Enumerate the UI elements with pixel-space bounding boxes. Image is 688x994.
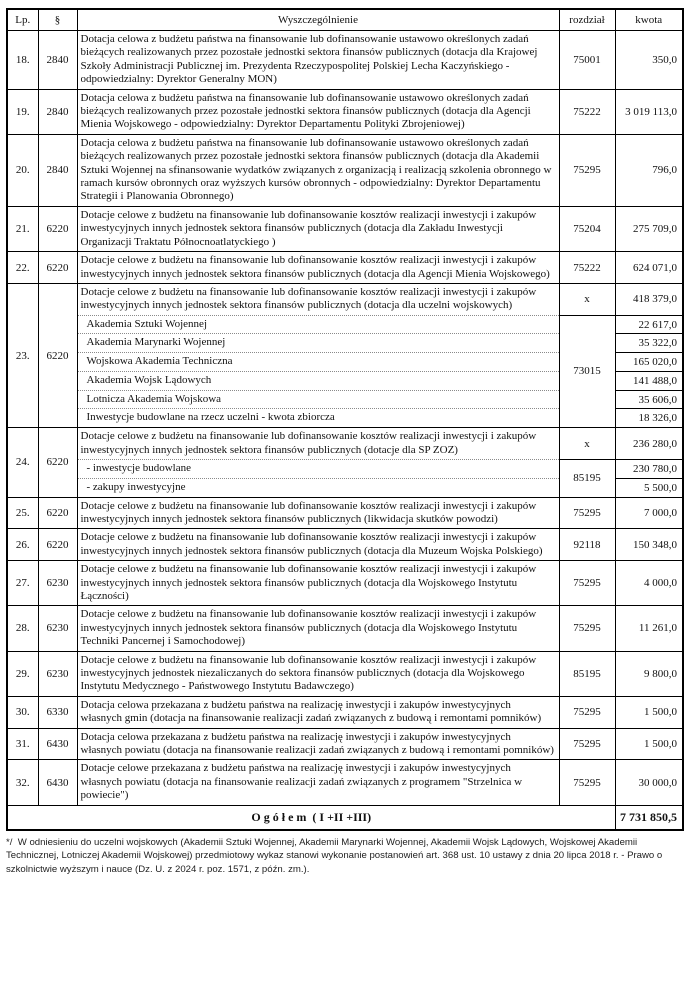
subrow-kwota: 141 488,0: [615, 371, 683, 390]
row-32: [7, 760, 683, 805]
row-rozdzial: 75295: [559, 561, 615, 606]
row-paragraph: 6230: [38, 561, 77, 606]
row-lp: 32.: [7, 760, 38, 805]
row-kwota: 796,0: [615, 134, 683, 206]
row-lp: 26.: [7, 529, 38, 561]
row-rozdzial: 92118: [559, 529, 615, 561]
row-kwota: 4 000,0: [615, 561, 683, 606]
row-kwota: 3 019 113,0: [615, 89, 683, 134]
row-lp: 22.: [7, 252, 38, 284]
subrow-rozdzial: 85195: [559, 460, 615, 498]
row-description: Dotacja celowa z budżetu państwa na finansowanie lub dofinansowanie ustawowo określonych zadań bieżących realizowanych przez pozostałe jednostki sektora finansów publicznych (dotacja dla Agencji Mienia Wojskowego - odpowiedzialny: Dyrektor Departamentu Polityki Zbrojeniowej): [77, 89, 559, 134]
row-lp: 29.: [7, 651, 38, 696]
row-18: [7, 31, 683, 90]
row-paragraph: 6220: [38, 428, 77, 497]
row-paragraph: 6220: [38, 529, 77, 561]
row-24: [7, 428, 683, 460]
row-description: Dotacja celowa z budżetu państwa na finansowanie lub dofinansowanie ustawowo określonych zadań bieżących realizowanych przez pozostałe jednostki sektora finansów publicznych (dotacja dla Akademii Sztuki Wojennej na sfinansowanie wydatków związanych z organizacją i realizacją szkolenia obronnego w ramach kursów obronnych oraz wyższych kursów obronnych - odpowiedzialny: Dyrektor Departamentu Strategii i Planowania Obronnego): [77, 134, 559, 206]
row-rozdzial: 75295: [559, 134, 615, 206]
row-paragraph: 2840: [38, 89, 77, 134]
row-lp: 31.: [7, 728, 38, 760]
row-kwota: 150 348,0: [615, 529, 683, 561]
row-kwota: 624 071,0: [615, 252, 683, 284]
row-paragraph: 6230: [38, 651, 77, 696]
row-rozdzial: 75295: [559, 760, 615, 805]
grand-total-kwota: 7 731 850,5: [615, 805, 683, 830]
col-header-wyszczegolnienie: Wyszczególnienie: [77, 9, 559, 31]
row-lp: 28.: [7, 606, 38, 651]
row-lp: 24.: [7, 428, 38, 497]
row-paragraph: 6430: [38, 760, 77, 805]
row-description: Dotacje celowe z budżetu na finansowanie lub dofinansowanie kosztów realizacji inwestycji i zakupów inwestycyjnych innych jednostek sektora finansów publicznych (dotacja dla Wojskowego Instytutu Łączności): [77, 561, 559, 606]
row-24-sub-1: [7, 460, 683, 479]
row-lp: 23.: [7, 283, 38, 427]
subrow-kwota: 22 617,0: [615, 315, 683, 334]
row-22: [7, 252, 683, 284]
row-rozdzial: 75295: [559, 728, 615, 760]
subrow-kwota: 35 606,0: [615, 390, 683, 409]
budget-table: [6, 8, 684, 831]
row-rozdzial: 75295: [559, 606, 615, 651]
row-kwota: 11 261,0: [615, 606, 683, 651]
row-description: Dotacja celowa z budżetu państwa na finansowanie lub dofinansowanie ustawowo określonych zadań bieżących realizowanych przez pozostałe jednostki sektora finansów publicznych (dotacja dla Krajowej Szkoły Administracji Publicznej im. Prezydenta Rzeczypospolitej Polskiej Lecha Kaczyńskiego - odpowiedzialny: Dyrektor Generalny MON): [77, 31, 559, 90]
row-description: Dotacja celowa przekazana z budżetu państwa na realizację inwestycji i zakupów inwestycyjnych własnych gmin (dotacja na finansowanie realizacji zadań związanych z budową i remontami pomników): [77, 696, 559, 728]
row-description: Dotacje celowe z budżetu na finansowanie lub dofinansowanie kosztów realizacji inwestycji i zakupów inwestycyjnych innych jednostek sektora finansów publicznych (likwidacja skutków powodzi): [77, 497, 559, 529]
row-19: [7, 89, 683, 134]
row-rozdzial: 75204: [559, 206, 615, 251]
row-kwota: 350,0: [615, 31, 683, 90]
row-kwota: 9 800,0: [615, 651, 683, 696]
row-kwota: 30 000,0: [615, 760, 683, 805]
subrow-kwota: 165 020,0: [615, 353, 683, 372]
row-21: [7, 206, 683, 251]
row-paragraph: 2840: [38, 31, 77, 90]
row-kwota-total: 418 379,0: [615, 283, 683, 315]
row-26: [7, 529, 683, 561]
row-lp: 21.: [7, 206, 38, 251]
row-rozdzial: 75222: [559, 252, 615, 284]
row-28: [7, 606, 683, 651]
col-header-paragraph: §: [38, 9, 77, 31]
subrow-description: Akademia Sztuki Wojennej: [77, 315, 559, 334]
row-lp: 27.: [7, 561, 38, 606]
row-paragraph: 2840: [38, 134, 77, 206]
row-25: [7, 497, 683, 529]
row-rozdzial: x: [559, 283, 615, 315]
subrow-description: Akademia Wojsk Lądowych: [77, 371, 559, 390]
row-kwota: 7 000,0: [615, 497, 683, 529]
row-description: Dotacja celowa przekazana z budżetu państwa na realizację inwestycji i zakupów inwestycyjnych własnych powiatu (dotacja na finansowanie realizacji zadań związanych z budową i remontami pomników): [77, 728, 559, 760]
subrow-description: - inwestycje budowlane: [77, 460, 559, 479]
row-kwota-total: 236 280,0: [615, 428, 683, 460]
header-row: [7, 9, 683, 31]
row-description: Dotacje celowe z budżetu na finansowanie lub dofinansowanie kosztów realizacji inwestycji i zakupów inwestycyjnych jednostek niezaliczanych do sektora finansów publicznych (dotacja dla Wojskowego Instytutu Medycznego - Państwowego Instytutu Badawczego): [77, 651, 559, 696]
grand-total-row: [7, 805, 683, 830]
row-rozdzial: x: [559, 428, 615, 460]
row-paragraph: 6220: [38, 206, 77, 251]
row-rozdzial: 85195: [559, 651, 615, 696]
row-rozdzial: 75001: [559, 31, 615, 90]
subrow-kwota: 35 322,0: [615, 334, 683, 353]
row-description: Dotacje celowe z budżetu na finansowanie lub dofinansowanie kosztów realizacji inwestycji i zakupów inwestycyjnych innych jednostek sektora finansów publicznych (dotacje dla SP ZOZ): [77, 428, 559, 460]
row-27: [7, 561, 683, 606]
grand-total-label: O g ó ł e m ( I +II +III): [7, 805, 615, 830]
row-rozdzial: 75222: [559, 89, 615, 134]
subrow-description: Akademia Marynarki Wojennej: [77, 334, 559, 353]
row-20: [7, 134, 683, 206]
row-description: Dotacje celowe z budżetu na finansowanie lub dofinansowanie kosztów realizacji inwestycji i zakupów inwestycyjnych innych jednostek sektora finansów publicznych (dotacja dla uczelni wojskowych): [77, 283, 559, 315]
subrow-description: Lotnicza Akademia Wojskowa: [77, 390, 559, 409]
row-31: [7, 728, 683, 760]
row-kwota: 1 500,0: [615, 696, 683, 728]
subrow-description: Inwestycje budowlane na rzecz uczelni - kwota zbiorcza: [77, 409, 559, 428]
subrow-kwota: 230 780,0: [615, 460, 683, 479]
row-30: [7, 696, 683, 728]
col-header-kwota: kwota: [615, 9, 683, 31]
row-29: [7, 651, 683, 696]
subrow-rozdzial: 73015: [559, 315, 615, 428]
subrow-kwota: 5 500,0: [615, 478, 683, 497]
row-paragraph: 6220: [38, 283, 77, 427]
row-paragraph: 6330: [38, 696, 77, 728]
row-description: Dotacje celowe z budżetu na finansowanie lub dofinansowanie kosztów realizacji inwestycji i zakupów inwestycyjnych innych jednostek sektora finansów publicznych (dotacja dla Zakładu Inwestycji Organizacji Traktatu Północnoatlatyckiego ): [77, 206, 559, 251]
row-lp: 19.: [7, 89, 38, 134]
row-lp: 30.: [7, 696, 38, 728]
row-kwota: 1 500,0: [615, 728, 683, 760]
row-description: Dotacje celowe przekazana z budżetu państwa na realizację inwestycji i zakupów inwestycyjnych własnych powiatu (dotacja na finansowanie realizacji zadań związanych z programem "Strzelnica w powiecie"): [77, 760, 559, 805]
subrow-kwota: 18 326,0: [615, 409, 683, 428]
row-description: Dotacje celowe z budżetu na finansowanie lub dofinansowanie kosztów realizacji inwestycji i zakupów inwestycyjnych innych jednostek sektora finansów publicznych (dotacja dla Muzeum Wojska Polskiego): [77, 529, 559, 561]
row-paragraph: 6220: [38, 497, 77, 529]
row-rozdzial: 75295: [559, 497, 615, 529]
subrow-description: Wojskowa Akademia Techniczna: [77, 353, 559, 372]
row-lp: 20.: [7, 134, 38, 206]
row-23: [7, 283, 683, 315]
row-23-sub-1: [7, 315, 683, 334]
row-rozdzial: 75295: [559, 696, 615, 728]
row-lp: 25.: [7, 497, 38, 529]
row-paragraph: 6430: [38, 728, 77, 760]
row-description: Dotacje celowe z budżetu na finansowanie lub dofinansowanie kosztów realizacji inwestycji i zakupów inwestycyjnych innych jednostek sektora finansów publicznych (dotacja dla Agencji Mienia Wojskowego): [77, 252, 559, 284]
row-lp: 18.: [7, 31, 38, 90]
row-kwota: 275 709,0: [615, 206, 683, 251]
row-paragraph: 6230: [38, 606, 77, 651]
row-description: Dotacje celowe z budżetu na finansowanie lub dofinansowanie kosztów realizacji inwestycji i zakupów inwestycyjnych innych jednostek sektora finansów publicznych (dotacja dla Wojskowego Instytutu Techniki Pancernej i Samochodowej): [77, 606, 559, 651]
footnote-text: */ W odniesieniu do uczelni wojskowych (Akademii Sztuki Wojennej, Akademii Marynarki Wojennej, Akademii Wojsk Lądowych, Wojskowej Akademii Technicznej, Lotniczej Akademii Wojskowej) przedmiotowy wykaz stanowi wykonanie postanowień art. 368 ust. 10 ustawy z dnia 20 lipca 2018 r. - Prawo o szkolnictwie wyższym i nauce (Dz. U. z 2024 r. poz. 1571, z późn. zm.).: [6, 836, 665, 875]
col-header-lp: Lp.: [7, 9, 38, 31]
subrow-description: - zakupy inwestycyjne: [77, 478, 559, 497]
col-header-rozdzial: rozdział: [559, 9, 615, 31]
row-paragraph: 6220: [38, 252, 77, 284]
